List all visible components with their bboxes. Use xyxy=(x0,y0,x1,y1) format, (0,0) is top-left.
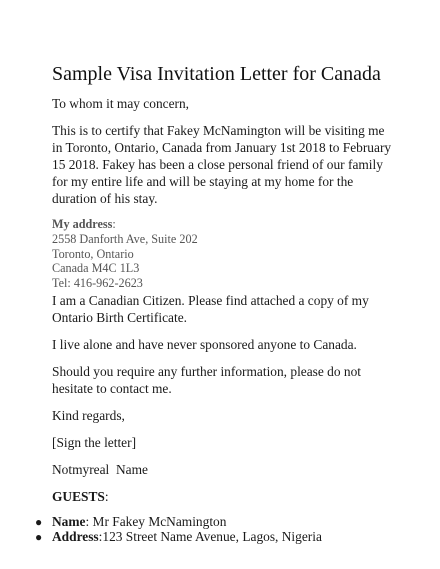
sponsorship-paragraph: I live alone and have never sponsored anyone to Canada. xyxy=(52,337,357,352)
guests-heading: GUESTS: xyxy=(52,489,109,504)
address-line: Canada M4C 1L3 xyxy=(52,261,140,275)
letter-page xyxy=(35,62,392,544)
guest-item-address: ● Address:123 Street Name Avenue, Lagos, Nigeria xyxy=(35,528,322,544)
page-title: Sample Visa Invitation Letter for Canada xyxy=(52,63,381,85)
address-label: My address: xyxy=(52,217,116,231)
intro-paragraph: This is to certify that Fakey McNamington will be visiting me in Toronto, Ontario, Canada from January 1st 2018 to February 15 2018. Fakey has been a close personal friend of our family for my entire life and will be staying at my home for the duration of his stay. xyxy=(52,123,392,206)
signature-placeholder: [Sign the letter] xyxy=(52,435,137,450)
bullet-icon: ● xyxy=(35,515,43,529)
citizenship-paragraph: I am a Canadian Citizen. Please find attached a copy of my Ontario Birth Certificate. xyxy=(52,293,369,325)
address-line: 2558 Danforth Ave, Suite 202 xyxy=(52,232,198,246)
bullet-icon: ● xyxy=(35,529,43,544)
address-line: Toronto, Ontario xyxy=(52,246,134,261)
signer-name: Notmyreal Name xyxy=(52,462,148,477)
address-block xyxy=(52,217,392,290)
salutation: To whom it may concern, xyxy=(52,96,190,111)
closing: Kind regards, xyxy=(52,408,125,423)
address-phone: Tel: 416-962-2623 xyxy=(52,275,143,290)
contact-paragraph: Should you require any further information, please do not hesitate to contact me. xyxy=(52,364,362,396)
guest-list xyxy=(35,514,392,544)
guest-item-name: ● Name: Mr Fakey McNamington xyxy=(35,514,227,529)
